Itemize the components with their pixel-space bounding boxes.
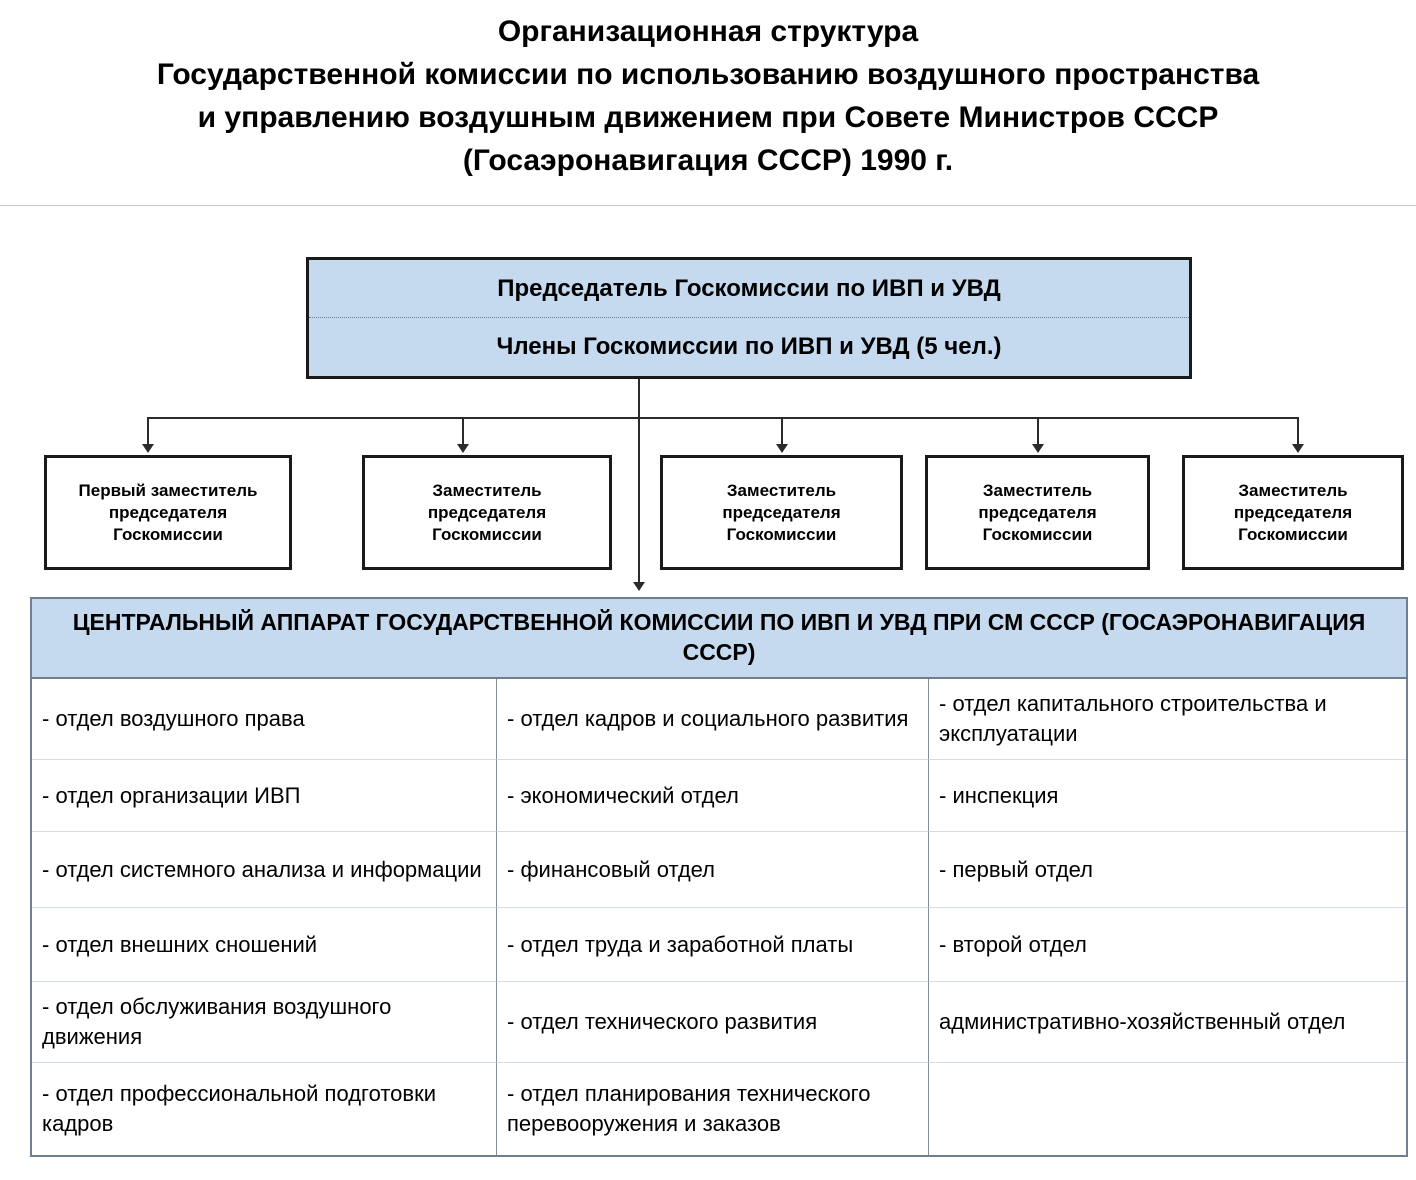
deputy-box-3 [660,455,903,570]
central-apparatus-block [30,597,1408,1157]
department-cell: - отдел профессиональной подготовки кадров [32,1063,497,1155]
department-cell: - инспекция [929,760,1406,832]
connector-drop-5 [1297,417,1299,446]
connector-arrow-apparatus [633,582,645,591]
deputy-box-3-label: Заместитель председателя Госкомиссии [722,480,841,544]
department-cell: - второй отдел [929,908,1406,982]
central-apparatus-header: ЦЕНТРАЛЬНЫЙ АППАРАТ ГОСУДАРСТВЕННОЙ КОМИССИИ ПО ИВП И УВД ПРИ СМ СССР (ГОСАЭРОНАВИГАЦИЯ СССР) [32,599,1406,679]
connector-trunk-vertical [638,379,640,417]
page-title-line-4: (Госаэронавигация СССР) 1990 г. [462,144,954,177]
connector-drop-2 [462,417,464,446]
department-cell: - отдел капитального строительства и эксплуатации [929,679,1406,760]
department-cell-empty [929,1063,1406,1155]
connector-arrow-4 [1032,444,1044,453]
connector-drop-3 [781,417,783,446]
department-cell: административно-хозяйственный отдел [929,982,1406,1063]
deputy-box-4 [925,455,1150,570]
department-cell: - отдел внешних сношений [32,908,497,982]
deputy-box-1 [44,455,292,570]
department-cell: - отдел технического развития [497,982,929,1063]
connector-drop-1 [147,417,149,446]
title-divider [0,205,1416,206]
department-cell: - отдел труда и заработной платы [497,908,929,982]
department-cell: - отдел планирования технического перевооружения и заказов [497,1063,929,1155]
department-cell: - первый отдел [929,832,1406,908]
departments-grid [32,679,1406,1155]
page-title-line-1: Организационная структура [497,15,919,48]
department-cell: - отдел организации ИВП [32,760,497,832]
commission-members-label: Члены Госкомиссии по ИВП и УВД (5 чел.) [496,333,1002,360]
department-cell: - экономический отдел [497,760,929,832]
page-title-line-2: Государственной комиссии по использованию воздушного пространства [156,58,1260,91]
page-title-line-3: и управлению воздушным движением при Совете Министров СССР [197,101,1219,134]
connector-arrow-3 [776,444,788,453]
deputy-box-5 [1182,455,1404,570]
deputy-box-4-label: Заместитель председателя Госкомиссии [978,480,1097,544]
department-cell: - отдел обслуживания воздушного движения [32,982,497,1063]
page-title [0,10,1416,182]
connector-arrow-2 [457,444,469,453]
connector-arrow-1 [142,444,154,453]
department-cell: - отдел кадров и социального развития [497,679,929,760]
deputy-box-2 [362,455,612,570]
deputy-box-5-label: Заместитель председателя Госкомиссии [1233,480,1353,544]
connector-trunk-to-apparatus [638,417,640,583]
connector-drop-4 [1037,417,1039,446]
deputy-box-1-label: Первый заместитель председателя Госкомиссии [78,480,258,544]
department-cell: - финансовый отдел [497,832,929,908]
chairman-box [306,257,1192,379]
connector-bus-horizontal [147,417,1299,419]
deputy-box-2-label: Заместитель председателя Госкомиссии [427,480,547,544]
chairman-label: Председатель Госкомиссии по ИВП и УВД [309,260,1189,318]
department-cell: - отдел воздушного права [32,679,497,760]
department-cell: - отдел системного анализа и информации [32,832,497,908]
connector-arrow-5 [1292,444,1304,453]
